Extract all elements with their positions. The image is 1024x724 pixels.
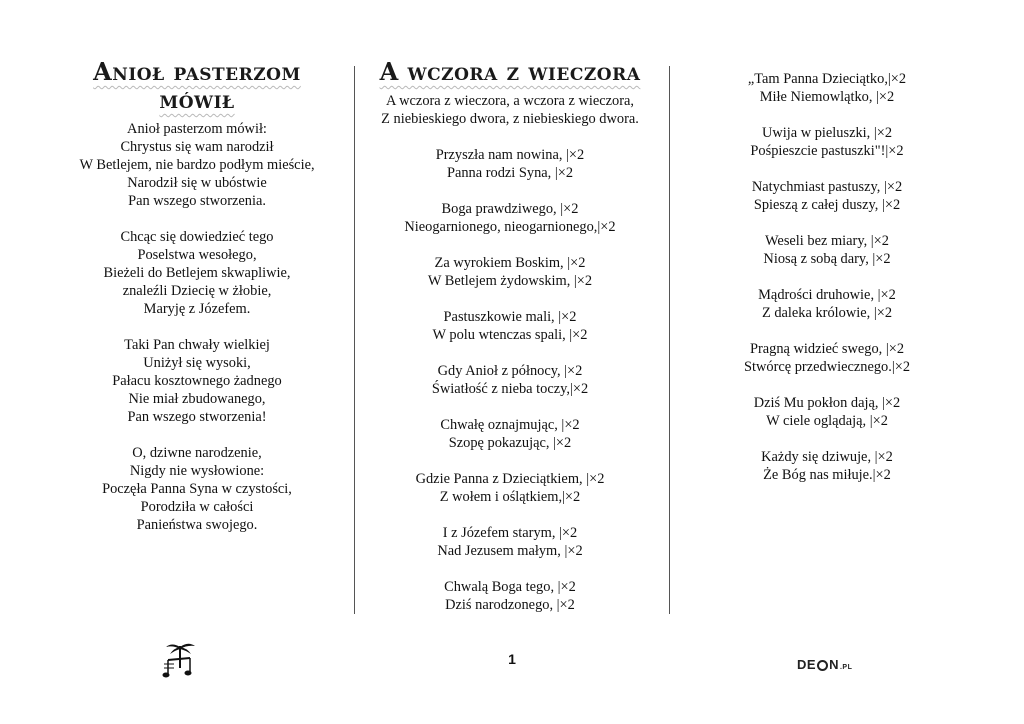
verse-line: Światłość z nieba toczy,|×2	[431, 381, 589, 397]
verse-line: Uwija w pieluszki, |×2	[761, 125, 893, 141]
verse-line: Dziś narodzonego, |×2	[445, 597, 575, 613]
stanza	[360, 470, 660, 506]
verse-line: Chcąc się dowiedzieć tego	[120, 229, 274, 245]
verse-line: Chrystus się wam narodził	[120, 139, 274, 155]
stanza	[360, 254, 660, 290]
stanza	[686, 70, 968, 106]
verse-line: Przyszła nam nowina, |×2	[435, 147, 585, 163]
page-number: 1	[508, 651, 516, 667]
publisher-logo	[797, 654, 852, 672]
verse-line: Dziś Mu pokłon dają, |×2	[753, 395, 901, 411]
verse-line: Porodziła w całości	[140, 499, 254, 515]
verse-line: I z Józefem starym, |×2	[442, 525, 578, 541]
logo-text-right: N	[829, 657, 839, 672]
verse-line: Nad Jezusem małym, |×2	[437, 543, 583, 559]
logo-suffix: .PL	[839, 664, 853, 671]
palm-music-note-icon	[160, 638, 200, 680]
verse-line: Niosą z sobą dary, |×2	[763, 251, 891, 267]
verse-line: Pałacu kosztownego żadnego	[112, 373, 282, 389]
verse-line: Poczęła Panna Syna w czystości,	[102, 481, 292, 497]
verse-line: Chwalą Boga tego, |×2	[444, 579, 576, 595]
verse-line: Szopę pokazując, |×2	[448, 435, 572, 451]
verse-line: Stwórcę przedwiecznego.|×2	[743, 359, 911, 375]
verse-line: Z wołem i oślątkiem,|×2	[439, 489, 581, 505]
verse-line: Chwałę oznajmując, |×2	[440, 417, 580, 433]
verse-line: O, dziwne narodzenie,	[132, 445, 262, 461]
verse-line: Poselstwa wesołego,	[137, 247, 257, 263]
verse-line: Z daleka królowie, |×2	[761, 305, 893, 321]
verse-line: znaleźli Dziecię w żłobie,	[122, 283, 272, 299]
song-1-title-line-2: mówił	[159, 85, 235, 114]
verse-line: Anioł pasterzom mówił:	[127, 121, 267, 137]
stanza	[686, 286, 968, 322]
stanza	[360, 146, 660, 182]
stanza	[360, 578, 660, 614]
song-2-title	[360, 58, 660, 86]
verse-line: Nie miał zbudowanego,	[128, 391, 266, 407]
song-1-title	[62, 58, 332, 114]
verse-line: Pastuszkowie mali, |×2	[443, 309, 577, 325]
song-column-1	[62, 58, 332, 552]
verse-line: Spieszą z całej duszy, |×2	[753, 197, 901, 213]
verse-line: Panieństwa swojego.	[136, 517, 258, 533]
verse-line: Pośpieszcie pastuszki"!|×2	[750, 143, 904, 159]
verse-line: W polu wtenczas spali, |×2	[432, 327, 588, 343]
stanza	[686, 394, 968, 430]
column-divider	[354, 66, 355, 614]
verse-line: Każdy się dziwuje, |×2	[761, 449, 893, 465]
verse-line: W Betlejem, nie bardzo podłym mieście,	[79, 157, 315, 173]
song-1-title-line-1: Anioł pasterzom	[93, 57, 301, 86]
stanza	[360, 200, 660, 236]
stanza	[360, 362, 660, 398]
stanza	[360, 92, 660, 128]
verse-line: Narodził się w ubóstwie	[127, 175, 267, 191]
verse-line: Panna rodzi Syna, |×2	[446, 165, 574, 181]
stanza	[62, 444, 332, 534]
verse-line: Boga prawdziwego, |×2	[441, 201, 579, 217]
stanza	[360, 524, 660, 560]
stanza	[686, 448, 968, 484]
verse-line: Gdzie Panna z Dzieciątkiem, |×2	[415, 471, 605, 487]
song-2-title-text: A wczora z wieczora	[379, 57, 641, 86]
stanza	[62, 228, 332, 318]
stanza	[360, 308, 660, 344]
logo-ring-icon	[817, 660, 828, 671]
column-divider	[669, 66, 670, 614]
verse-line: Taki Pan chwały wielkiej	[124, 337, 270, 353]
stanza	[686, 178, 968, 214]
stanza	[686, 340, 968, 376]
stanza	[686, 124, 968, 160]
verse-line: Weseli bez miary, |×2	[765, 233, 889, 249]
stanza	[686, 232, 968, 268]
verse-line: A wczora z wieczora, a wczora z wieczora,	[385, 93, 635, 109]
verse-line: Że Bóg nas miłuje.|×2	[763, 467, 891, 483]
verse-line: Pan wszego stworzenia!	[127, 409, 267, 425]
stanza	[360, 416, 660, 452]
verse-line: Za wyrokiem Boskim, |×2	[434, 255, 586, 271]
verse-line: Z niebieskiego dwora, z niebieskiego dwora.	[381, 111, 639, 127]
verse-line: Pan wszego stworzenia.	[128, 193, 266, 209]
song-column-2	[360, 58, 660, 632]
stanza	[62, 120, 332, 210]
verse-line: „Tam Panna Dzieciątko,|×2	[747, 71, 907, 87]
verse-line: Nieogarnionego, nieogarnionego,|×2	[404, 219, 616, 235]
verse-line: W ciele oglądają, |×2	[766, 413, 888, 429]
verse-line: W Betlejem żydowskim, |×2	[427, 273, 593, 289]
stanza	[62, 336, 332, 426]
verse-line: Pragną widzieć swego, |×2	[749, 341, 905, 357]
verse-line: Maryję z Józefem.	[143, 301, 251, 317]
verse-line: Nigdy nie wysłowione:	[129, 463, 265, 479]
verse-line: Miłe Niemowlątko, |×2	[759, 89, 895, 105]
logo-text-left: DE	[797, 657, 817, 672]
verse-line: Gdy Anioł z północy, |×2	[437, 363, 583, 379]
verse-line: Mądrości druhowie, |×2	[758, 287, 896, 303]
verse-line: Bieżeli do Betlejem skwapliwie,	[103, 265, 291, 281]
verse-line: Natychmiast pastuszy, |×2	[751, 179, 903, 195]
song-column-3	[686, 70, 968, 502]
verse-line: Uniżył się wysoki,	[143, 355, 251, 371]
